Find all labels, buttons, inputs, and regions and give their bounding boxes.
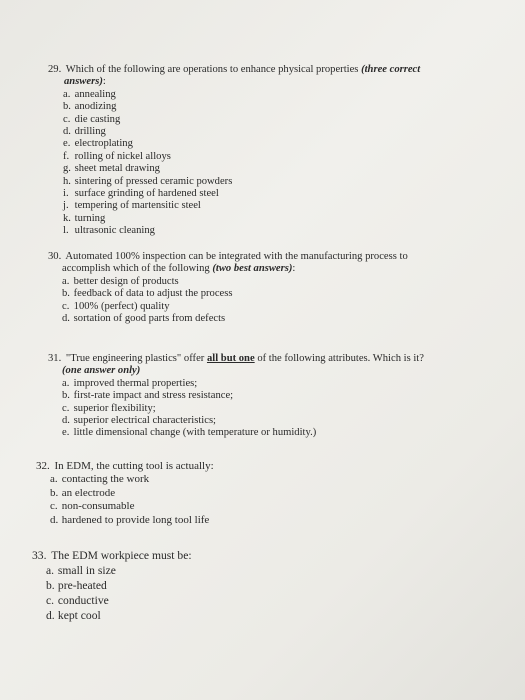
option-d[interactable] [50, 514, 214, 527]
question-text: "True engineering plastics" offer [65, 353, 205, 364]
option-text: die casting [74, 113, 121, 125]
option-text: ultrasonic cleaning [74, 225, 155, 237]
option-b[interactable] [63, 101, 420, 113]
option-i[interactable] [63, 188, 420, 200]
option-letter: h. [63, 175, 71, 187]
option-text: anodizing [74, 101, 117, 113]
stem-colon: : [292, 263, 296, 275]
option-text: pre-heated [57, 579, 107, 592]
question-text-after: of the following attributes. Which is it? [257, 353, 424, 364]
option-text: little dimensional change (with temperature or humidity.) [73, 427, 317, 439]
question-stem [32, 548, 192, 563]
option-d[interactable] [62, 415, 424, 427]
option-letter: c. [63, 113, 71, 125]
option-text: better design of products [73, 275, 179, 287]
option-h[interactable] [63, 176, 420, 188]
option-letter: d. [63, 126, 71, 138]
option-letter: b. [50, 486, 59, 499]
option-text: hardened to provide long tool life [61, 513, 210, 526]
stem-colon: : [102, 76, 106, 88]
option-letter: b. [46, 579, 55, 592]
option-letter: c. [46, 594, 55, 607]
option-f[interactable] [63, 151, 420, 163]
option-letter: a. [62, 377, 70, 389]
option-b[interactable] [62, 390, 424, 402]
option-text: improved thermal properties; [73, 377, 198, 389]
option-text: kept cool [57, 609, 101, 622]
option-letter: f. [63, 150, 70, 162]
question-31 [48, 353, 424, 440]
option-letter: d. [50, 513, 59, 526]
answer-count-note: (one answer only) [62, 365, 141, 377]
option-letter: c. [50, 500, 58, 513]
option-list [63, 89, 420, 238]
option-c[interactable] [62, 301, 408, 313]
option-text: feedback of data to adjust the process [73, 288, 233, 300]
question-stem-continued [62, 263, 408, 275]
option-list [62, 378, 424, 440]
option-a[interactable] [50, 473, 214, 486]
option-b[interactable] [50, 487, 214, 500]
question-text: In EDM, the cutting tool is actually: [54, 460, 214, 472]
question-number: 32. [36, 460, 50, 472]
question-stem-continued [64, 76, 420, 88]
option-text: surface grinding of hardened steel [74, 188, 219, 200]
option-text: turning [74, 212, 106, 224]
option-c[interactable] [63, 114, 420, 126]
option-letter: d. [62, 415, 70, 427]
option-e[interactable] [63, 138, 420, 150]
question-stem [48, 64, 420, 76]
question-stem [48, 251, 408, 263]
option-text: drilling [74, 126, 106, 138]
option-l[interactable] [63, 225, 420, 237]
option-a[interactable] [46, 563, 192, 578]
answer-count-note: (two best answers) [212, 263, 293, 275]
option-text: tempering of martensitic steel [74, 200, 201, 212]
option-c[interactable] [46, 593, 192, 608]
option-b[interactable] [46, 578, 192, 593]
option-text: sintering of pressed ceramic powders [74, 175, 233, 187]
option-text: an electrode [61, 486, 116, 499]
question-text: Which of the following are operations to enhance physical properties [65, 64, 359, 75]
option-letter: e. [63, 138, 71, 150]
option-text: contacting the work [61, 473, 150, 486]
option-letter: c. [62, 402, 70, 414]
option-text: annealing [74, 88, 116, 100]
option-text: conductive [57, 594, 109, 607]
question-stem [36, 460, 214, 473]
option-letter: a. [63, 88, 71, 100]
question-stem [48, 353, 424, 365]
option-letter: g. [63, 163, 71, 175]
option-letter: c. [62, 300, 70, 312]
option-d[interactable] [62, 313, 408, 325]
option-text: small in size [57, 564, 116, 577]
option-letter: e. [62, 427, 70, 439]
option-letter: j. [63, 200, 69, 212]
option-letter: d. [46, 609, 55, 622]
option-a[interactable] [62, 378, 424, 390]
option-letter: b. [63, 101, 71, 113]
question-33 [32, 548, 192, 623]
question-text-cont: accomplish which of the following [62, 263, 210, 275]
option-text: 100% (perfect) quality [73, 300, 170, 312]
answer-count-note: (three correct [361, 64, 421, 75]
option-c[interactable] [50, 500, 214, 513]
option-text: sheet metal drawing [74, 163, 160, 175]
option-text: sortation of good parts from defects [73, 313, 226, 325]
option-e[interactable] [62, 427, 424, 439]
option-letter: a. [46, 564, 55, 577]
option-text: superior flexibility; [73, 402, 156, 414]
option-text: rolling of nickel alloys [74, 150, 171, 162]
option-list [46, 563, 192, 623]
option-list [50, 473, 214, 527]
option-b[interactable] [62, 288, 408, 300]
option-a[interactable] [63, 89, 420, 101]
option-text: first-rate impact and stress resistance; [73, 390, 234, 402]
option-text: superior electrical characteristics; [73, 415, 217, 427]
option-letter: a. [62, 275, 70, 287]
option-letter: k. [63, 212, 71, 224]
question-text: Automated 100% inspection can be integrated with the manufacturing process to [65, 251, 408, 262]
option-text: non-consumable [61, 500, 135, 513]
option-list [62, 276, 408, 326]
option-letter: a. [50, 473, 58, 486]
option-d[interactable] [46, 608, 192, 623]
option-k[interactable] [63, 213, 420, 225]
question-number: 30. [48, 251, 62, 262]
option-letter: b. [62, 390, 70, 402]
option-d[interactable] [63, 126, 420, 138]
answer-count-note-cont: answers) [64, 76, 103, 88]
option-letter: d. [62, 313, 70, 325]
option-text: electroplating [74, 138, 133, 150]
option-letter: i. [63, 188, 69, 200]
question-32 [36, 460, 214, 527]
question-number: 29. [48, 64, 62, 75]
question-text: The EDM workpiece must be: [51, 549, 192, 562]
question-stem-continued [62, 365, 424, 377]
question-29 [48, 64, 420, 238]
option-j[interactable] [63, 200, 420, 212]
question-number: 31. [48, 353, 62, 364]
option-letter: l. [63, 225, 69, 237]
option-a[interactable] [62, 276, 408, 288]
question-30 [48, 251, 408, 325]
question-number: 33. [32, 549, 47, 562]
option-letter: b. [62, 288, 70, 300]
underlined-phrase: all but one [206, 353, 255, 364]
option-g[interactable] [63, 163, 420, 175]
option-c[interactable] [62, 403, 424, 415]
